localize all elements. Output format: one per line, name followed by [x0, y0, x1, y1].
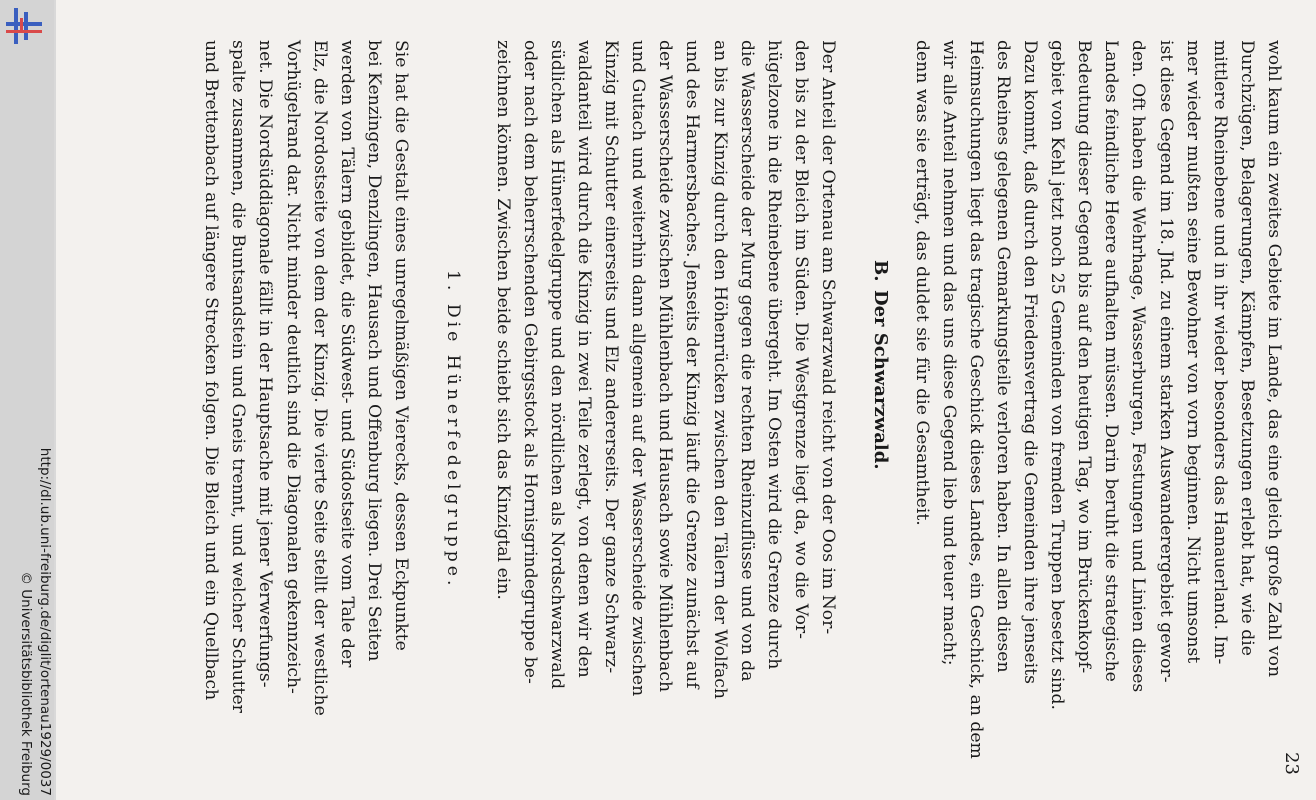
paragraph-line: Sie hat die Gestalt eines unregelmäßigen Vierecks, dessen Eckpunkte	[391, 40, 411, 651]
paragraph-line: mittlere Rheinebene und in ihr wieder besonders das Hanauerland. Im-	[1209, 40, 1230, 665]
paragraph-line: denn was sie erträgt, das duldet sie für die Gesamtheit.	[911, 40, 932, 526]
sidebar-text	[0, 0, 54, 800]
paragraph-line: waldanteil wird durch die Kinzig in zwei Teile zerlegt, von denen wir den	[574, 40, 595, 678]
paragraph-line: Landes feindliche Heere aufhalten müssen. Darin beruht die strategische	[1101, 40, 1122, 682]
copyright-text: © Universitätsbibliothek Freiburg	[18, 571, 34, 796]
paragraph-line: hügelzone in die Rheinebene übergeht. Im Osten wird die Grenze durch	[763, 40, 784, 670]
paragraph-line: Der Anteil der Ortenau am Schwarzwald reicht von der Oos im Nor-	[818, 40, 838, 635]
paragraph-line: Kinzig mit Schutter einerseits und Elz andererseits. Der ganze Schwarz-	[601, 40, 622, 674]
document-page	[56, 0, 1316, 800]
paragraph-line: den. Oft haben die Wehrhage, Wasserburgen, Festungen und Linien dieses	[1128, 40, 1149, 693]
page-text-area	[56, 0, 1316, 800]
paragraph-line: ist diese Gegend im 18. Jhd. zu einem starken Auswanderergebiet gewor-	[1155, 40, 1176, 683]
paragraph-line: wir alle Anteil nehmen und das uns diese Gegend lieb und teuer macht;	[938, 40, 959, 666]
paragraph-line: Bedeutung dieser Gegend bis auf den heutigen Tag, wo im Brückenkopf-	[1074, 40, 1095, 674]
paragraph-line: Heimsuchungen liegt das tragische Geschick dieses Landes, ein Geschick, an dem	[965, 40, 986, 759]
paragraph-line: und des Harmersbaches. Jenseits der Kinzig läuft die Grenze zunächst auf	[682, 40, 703, 689]
section-heading-prefix: B.	[870, 260, 891, 282]
paragraph-line: und Gutach und weiterhin dann allgemein auf der Wasserscheide zwischen	[628, 40, 649, 697]
paragraph-line: des Rheines gelegenen Gemarkungsteile verloren haben. In allen diesen	[993, 40, 1013, 673]
paragraph-line: Durchzügen, Belagerungen, Kämpfen, Besetzungen erlebt hat, wie die	[1236, 40, 1257, 656]
paragraph-line: an bis zur Kinzig durch den Höhenrücken zwischen den Tälern der Wolfach	[709, 40, 730, 699]
paragraph-line: Dazu kommt, daß durch den Friedensvertrag die Gemeinden ihre jenseits	[1020, 40, 1041, 684]
paragraph-line: wohl kaum ein zweites Gebiete im Lande, das eine gleich große Zahl von	[1264, 40, 1284, 678]
sidebar	[0, 0, 54, 800]
paragraph-line: zeichnen können. Zwischen beide schiebt sich das Kinzigtal ein.	[492, 40, 513, 600]
paragraph-line: den bis zu der Bleich im Süden. Die Westgrenze liegt da, wo die Vor-	[790, 40, 811, 639]
paragraph-line: gebiet von Kehl jetzt noch 25 Gemeinden von fremden Truppen besetzt sind.	[1047, 40, 1068, 710]
paragraph-line: mer wieder mußten seine Bewohner von vorn beginnen. Nicht umsonst	[1182, 40, 1203, 664]
paragraph-line: der Wasserscheide zwischen Mühlenbach und Hausach sowie Mühlenbach	[655, 40, 676, 693]
paragraph-line: südlichen als Hünerfedelgruppe und den nördlichen als Nordschwarzwald	[547, 40, 567, 690]
paragraph-line: die Wasserscheide der Murg gegen die rechten Rheinzuflüsse und von da	[736, 40, 757, 682]
source-url-link[interactable]: http://dl.ub.uni-freiburg.de/diglit/ortenau1929/0037	[37, 447, 53, 796]
subsection-heading: 1. Die Hünerfedelgruppe.	[443, 270, 463, 590]
paragraph-line: oder nach dem beherrschenden Gebirgsstock als Hornisgrindegruppe be-	[519, 40, 540, 684]
paragraph-line: Vorhügelrand dar. Nicht minder deutlich sind die Diagonalen gekennzeich-	[282, 40, 303, 694]
paragraph-line: spalte zusammen, die Buntsandstein und Gneis trennt, und welcher Schutter	[228, 40, 249, 713]
paragraph-line: Elz, die Nordostseite von dem der Kinzig. Die vierte Seite stellt der westliche	[309, 40, 330, 716]
paragraph-line: net. Die Nordsüddiagonale fällt in der Hauptsache mit jener Verwerfungs-	[255, 40, 276, 688]
paragraph-line: werden von Tälern gebildet, die Südwest- und Südostseite vom Tale der	[336, 40, 357, 668]
page-number: 23	[1281, 752, 1302, 775]
paragraph-line: und Brettenbach auf längere Strecken folgen. Die Bleich und ein Quellbach	[201, 40, 222, 701]
paragraph-line: bei Kenzingen, Denzlingen, Hausach und Offenburg liegen. Drei Seiten	[363, 40, 384, 662]
section-heading: Der Schwarzwald.	[870, 290, 891, 470]
